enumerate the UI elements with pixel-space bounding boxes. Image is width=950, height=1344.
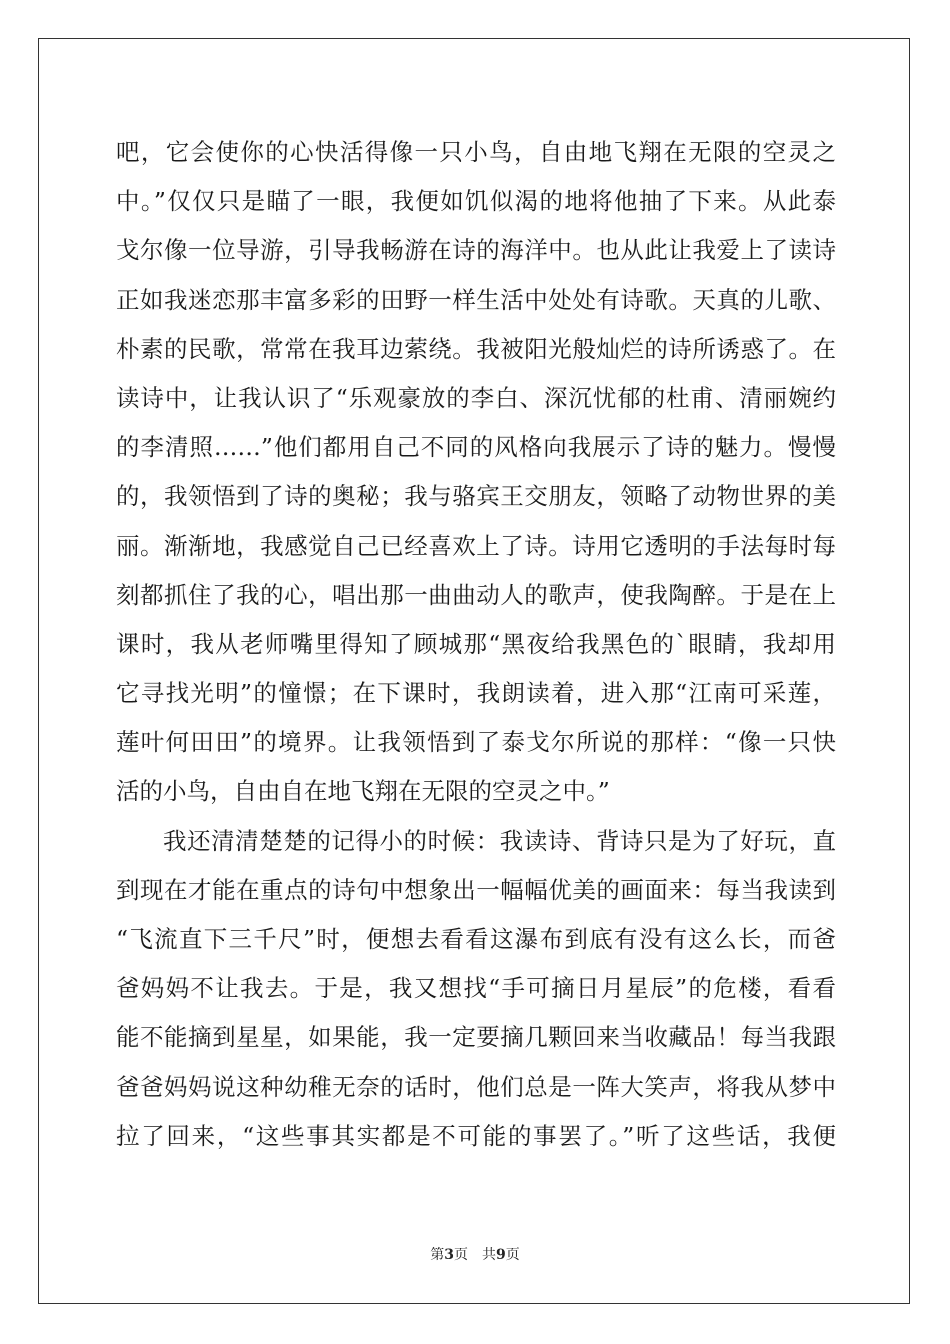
text-line: 课时，我从老师嘴里得知了顾城那“黑夜给我黑色的`眼睛，我却用 bbox=[116, 629, 836, 658]
text-line: 读诗中，让我认识了“乐观豪放的李白、深沉忧郁的杜甫、清丽婉约 bbox=[116, 383, 836, 412]
text-line: 它寻找光明”的憧憬；在下课时，我朗读着，进入那“江南可采莲， bbox=[116, 679, 836, 708]
footer-prefix: 第 bbox=[430, 1247, 445, 1263]
paragraph bbox=[116, 128, 836, 817]
total-page-number: 9 bbox=[496, 1247, 506, 1263]
text-line: 爸爸妈妈说这种幼稚无奈的话时，他们总是一阵大笑声，将我从梦中 bbox=[116, 1072, 836, 1101]
footer-mid: 页 共 bbox=[454, 1247, 496, 1263]
text-line: 的李清照……”他们都用自己不同的风格向我展示了诗的魅力。慢慢 bbox=[116, 433, 836, 462]
text-line: 活的小鸟，自由自在地飞翔在无限的空灵之中。” bbox=[116, 777, 610, 806]
text-line: 朴素的民歌，常常在我耳边萦绕。我被阳光般灿烂的诗所诱惑了。在 bbox=[116, 334, 836, 363]
text-line: 拉了回来，“这些事其实都是不可能的事罢了。”听了这些话，我便 bbox=[116, 1121, 836, 1150]
text-line: 中。”仅仅只是瞄了一眼，我便如饥似渴的地将他抽了下来。从此泰 bbox=[116, 187, 836, 216]
footer-suffix: 页 bbox=[505, 1247, 520, 1263]
text-line: 到现在才能在重点的诗句中想象出一幅幅优美的画面来：每当我读到 bbox=[116, 875, 836, 904]
paragraph bbox=[116, 817, 836, 1161]
text-line: “飞流直下三千尺”时，便想去看看这瀑布到底有没有这么长，而爸 bbox=[116, 925, 836, 953]
text-line: 能不能摘到星星，如果能，我一定要摘几颗回来当收藏品！每当我跟 bbox=[116, 1023, 836, 1052]
text-line: 吧，它会使你的心快活得像一只小鸟，自由地飞翔在无限的空灵之 bbox=[116, 138, 836, 166]
text-line: 的，我领悟到了诗的奥秘；我与骆宾王交朋友，领略了动物世界的美 bbox=[116, 482, 836, 511]
text-line: 丽。渐渐地，我感觉自己已经喜欢上了诗。诗用它透明的手法每时每 bbox=[116, 531, 836, 560]
page-footer bbox=[0, 1244, 950, 1264]
document-body bbox=[116, 128, 836, 1161]
text-line: 莲叶何田田”的境界。让我领悟到了泰戈尔所说的那样：“像一只快 bbox=[116, 728, 836, 757]
text-line: 爸妈妈不让我去。于是，我又想找“手可摘日月星辰”的危楼，看看 bbox=[116, 974, 836, 1003]
text-line: 正如我迷恋那丰富多彩的田野一样生活中处处有诗歌。天真的儿歌、 bbox=[116, 285, 836, 314]
current-page-number: 3 bbox=[444, 1247, 454, 1263]
text-line: 我还清清楚楚的记得小的时候：我读诗、背诗只是为了好玩，直 bbox=[163, 826, 836, 855]
text-line: 刻都抓住了我的心，唱出那一曲曲动人的歌声，使我陶醉。于是在上 bbox=[116, 580, 836, 609]
text-line: 戈尔像一位导游，引导我畅游在诗的海洋中。也从此让我爱上了读诗 bbox=[116, 236, 836, 265]
